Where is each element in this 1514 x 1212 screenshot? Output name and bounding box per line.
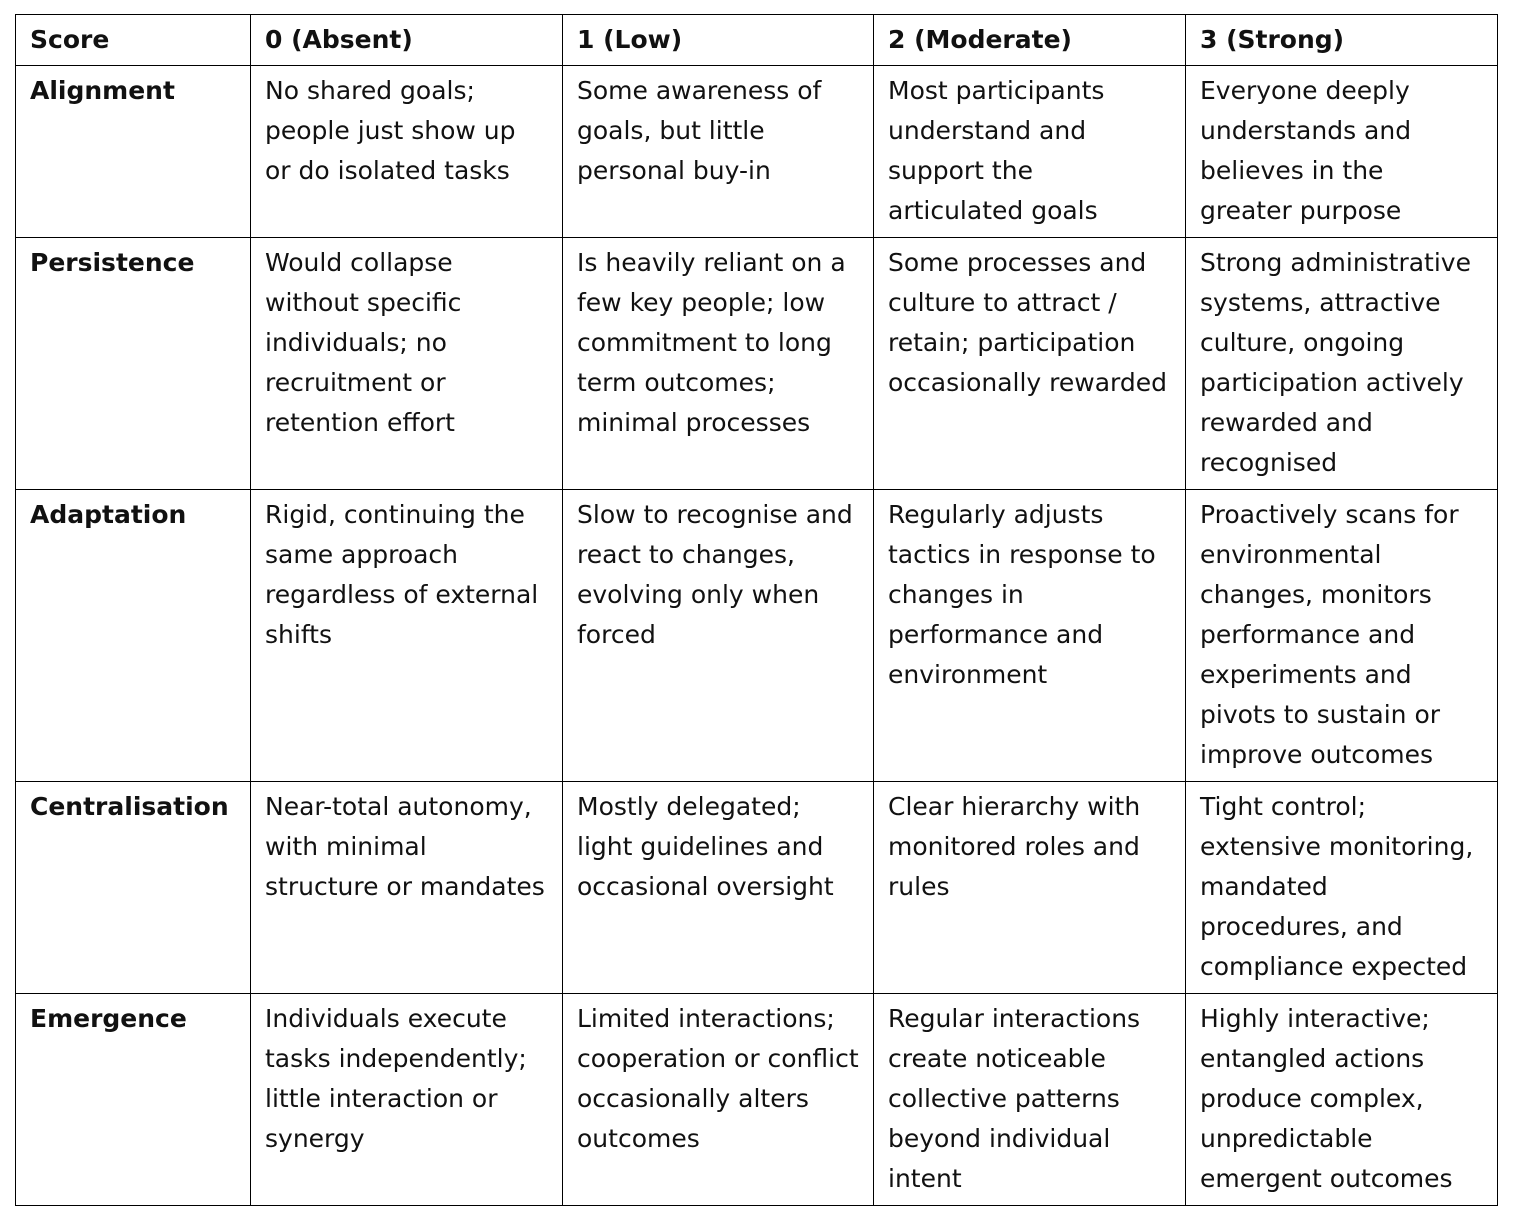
row-label: Adaptation (16, 490, 251, 782)
cell-low: Slow to recognise and react to changes, evolving only when forced (563, 490, 874, 782)
cell-absent: Individuals execute tasks independently; little interaction or synergy (251, 994, 563, 1206)
header-score: Score (16, 15, 251, 66)
row-label: Centralisation (16, 782, 251, 994)
row-label: Alignment (16, 66, 251, 238)
cell-strong: Highly interactive; entangled actions produce complex, unpredictable emergent outcomes (1186, 994, 1498, 1206)
cell-moderate: Most participants understand and support the articulated goals (874, 66, 1186, 238)
header-strong: 3 (Strong) (1186, 15, 1498, 66)
cell-absent: Near-total autonomy, with minimal structure or mandates (251, 782, 563, 994)
row-label: Emergence (16, 994, 251, 1206)
cell-low: Mostly delegated; light guidelines and occasional oversight (563, 782, 874, 994)
cell-low: Is heavily reliant on a few key people; low commitment to long term outcomes; minimal processes (563, 238, 874, 490)
table-row-centralisation (16, 782, 1498, 994)
cell-moderate: Clear hierarchy with monitored roles and rules (874, 782, 1186, 994)
table-header-row (16, 15, 1498, 66)
cell-strong: Strong administrative systems, attractive culture, ongoing participation actively rewarded and recognised (1186, 238, 1498, 490)
cell-absent: Would collapse without specific individuals; no recruitment or retention effort (251, 238, 563, 490)
cell-moderate: Regularly adjusts tactics in response to changes in performance and environment (874, 490, 1186, 782)
cell-strong: Tight control; extensive monitoring, mandated procedures, and compliance expected (1186, 782, 1498, 994)
cell-low: Limited interactions; cooperation or conflict occasionally alters outcomes (563, 994, 874, 1206)
header-low: 1 (Low) (563, 15, 874, 66)
cell-low: Some awareness of goals, but little personal buy-in (563, 66, 874, 238)
header-absent: 0 (Absent) (251, 15, 563, 66)
table-row-alignment (16, 66, 1498, 238)
cell-absent: No shared goals; people just show up or do isolated tasks (251, 66, 563, 238)
cell-strong: Proactively scans for environmental changes, monitors performance and experiments and pivots to sustain or improve outcomes (1186, 490, 1498, 782)
cell-moderate: Regular interactions create noticeable collective patterns beyond individual intent (874, 994, 1186, 1206)
header-moderate: 2 (Moderate) (874, 15, 1186, 66)
cell-absent: Rigid, continuing the same approach regardless of external shifts (251, 490, 563, 782)
row-label: Persistence (16, 238, 251, 490)
table-row-emergence (16, 994, 1498, 1206)
table-row-persistence (16, 238, 1498, 490)
cell-moderate: Some processes and culture to attract / retain; participation occasionally rewarded (874, 238, 1186, 490)
cell-strong: Everyone deeply understands and believes in the greater purpose (1186, 66, 1498, 238)
scoring-rubric-table (15, 14, 1498, 1206)
table-row-adaptation (16, 490, 1498, 782)
